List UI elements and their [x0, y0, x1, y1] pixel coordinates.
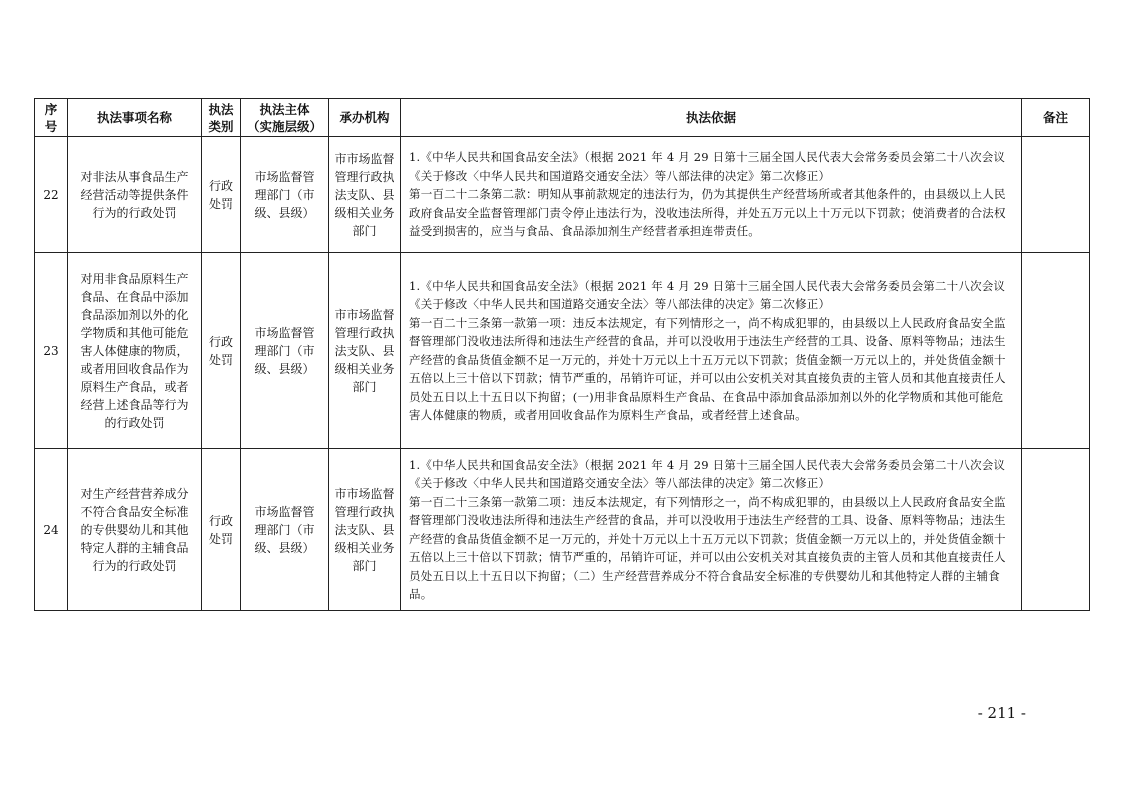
item-subject: 市场监督管理部门（市级、县级） [254, 325, 315, 376]
category-cell [202, 137, 241, 253]
header-agency: 承办机构 [329, 99, 401, 137]
basis-text [409, 148, 1015, 241]
basis-cell [401, 449, 1022, 611]
item-category: 行政处罚 [208, 178, 233, 211]
item-category: 行政处罚 [208, 334, 233, 367]
item-agency: 市市场监督管理行政执法支队、县级相关业务部门 [334, 151, 395, 238]
basis-article: 第一百二十三条第一款第一项：违反本法规定，有下列情形之一，尚不构成犯罪的，由县级以上人民政府食品安全监督管理部门没收违法所得和违法生产经营的食品，并可以没收用于违法生产经营的工具、设备、原料等物品；违法生产经营的食品货值金额不足一万元的，并处十万元以上十五万元以下罚款；货值金额一万元以上的，并处货值金额十五倍以上三十倍以下罚款；情节严重的，吊销许可证，并可以由公安机关对其直接负责的主管人员和其他直接责任人员处五日以上十五日以下拘留；(一)用非食品原料生产食品、在食品中添加食品添加剂以外的化学物质和其他可能危害人体健康的物质，或者用回收食品作为原料生产食品，或者经营上述食品。 [409, 315, 1006, 422]
row-index: 22 [43, 187, 59, 202]
row-index-cell [35, 137, 68, 253]
header-index [35, 99, 68, 137]
header-category-line1: 执法 [208, 101, 234, 117]
agency-cell [329, 137, 401, 253]
basis-cell [401, 137, 1022, 253]
basis-text [409, 456, 1015, 604]
header-subject-line1: 执法主体 [259, 101, 310, 117]
table-row [35, 137, 1090, 253]
basis-law-citation: 1.《中华人民共和国食品安全法》（根据 2021 年 4 月 29 日第十三届全国人民代表大会常务委员会第二十八次会议《关于修改〈中华人民共和国道路交通安全法〉等八部法律的决定》第二次修正） [409, 150, 1006, 183]
item-subject: 市场监督管理部门（市级、县级） [254, 169, 315, 220]
category-cell [202, 253, 241, 449]
agency-cell [329, 253, 401, 449]
basis-cell [401, 253, 1022, 449]
basis-text [409, 277, 1015, 425]
item-name-cell [68, 253, 202, 449]
subject-cell [241, 253, 329, 449]
item-category: 行政处罚 [208, 513, 233, 546]
item-name-cell [68, 137, 202, 253]
header-category [202, 99, 241, 137]
table-row [35, 449, 1090, 611]
header-subject-line2: （实施层级） [246, 118, 322, 134]
item-name-cell [68, 449, 202, 611]
header-category-line2: 类别 [208, 118, 234, 134]
basis-law-citation: 1.《中华人民共和国食品安全法》（根据 2021 年 4 月 29 日第十三届全国人民代表大会常务委员会第二十八次会议《关于修改〈中华人民共和国道路交通安全法〉等八部法律的决定》第二次修正） [409, 457, 1006, 490]
item-agency: 市市场监督管理行政执法支队、县级相关业务部门 [334, 307, 395, 394]
basis-article: 第一百二十三条第一款第二项：违反本法规定，有下列情形之一，尚不构成犯罪的，由县级以上人民政府食品安全监督管理部门没收违法所得和违法生产经营的食品，并可以没收用于违法生产经营的工具、设备、原料等物品；违法生产经营的食品货值金额不足一万元的，并处十万元以上十五万元以下罚款；货值金额一万元以上的，并处货值金额十五倍以上三十倍以下罚款；情节严重的，吊销许可证，并可以由公安机关对其直接负责的主管人员和其他直接责任人员处五日以上十五日以下拘留；（二）生产经营营养成分不符合食品安全标准的专供婴幼儿和其他特定人群的主辅食品。 [409, 494, 1006, 601]
header-subject [241, 99, 329, 137]
header-name: 执法事项名称 [68, 99, 202, 137]
remarks-cell [1022, 137, 1090, 253]
remarks-cell [1022, 253, 1090, 449]
item-name: 对生产经营营养成分不符合食品安全标准的专供婴幼儿和其他特定人群的主辅食品行为的行政处罚 [80, 486, 189, 573]
header-basis: 执法依据 [401, 99, 1022, 137]
row-index: 23 [43, 343, 59, 358]
basis-law-citation: 1.《中华人民共和国食品安全法》（根据 2021 年 4 月 29 日第十三届全国人民代表大会常务委员会第二十八次会议《关于修改〈中华人民共和国道路交通安全法〉等八部法律的决定》第二次修正） [409, 278, 1006, 311]
row-index-cell [35, 449, 68, 611]
basis-article: 第一百二十二条第二款：明知从事前款规定的违法行为，仍为其提供生产经营场所或者其他条件的，由县级以上人民政府食品安全监督管理部门责令停止违法行为，没收违法所得，并处五万元以上十万元以下罚款；使消费者的合法权益受到损害的，应当与食品、食品添加剂生产经营者承担连带责任。 [409, 187, 1006, 239]
agency-cell [329, 449, 401, 611]
row-index-cell [35, 253, 68, 449]
table-row [35, 253, 1090, 449]
header-index-line1: 序 [44, 101, 58, 117]
remarks-cell [1022, 449, 1090, 611]
subject-cell [241, 449, 329, 611]
enforcement-items-table [34, 98, 1090, 611]
header-remarks: 备注 [1022, 99, 1090, 137]
category-cell [202, 449, 241, 611]
row-index: 24 [43, 522, 59, 537]
header-index-line2: 号 [44, 118, 58, 134]
item-subject: 市场监督管理部门（市级、县级） [254, 504, 315, 555]
table-header-row [35, 99, 1090, 137]
item-name: 对非法从事食品生产经营活动等提供条件行为的行政处罚 [80, 169, 189, 220]
item-agency: 市市场监督管理行政执法支队、县级相关业务部门 [334, 486, 395, 573]
item-name: 对用非食品原料生产食品、在食品中添加食品添加剂以外的化学物质和其他可能危害人体健康的物质，或者用回收食品作为原料生产食品，或者经营上述食品等行为的行政处罚 [80, 271, 189, 430]
subject-cell [241, 137, 329, 253]
page-number: - 211 - [977, 704, 1026, 722]
